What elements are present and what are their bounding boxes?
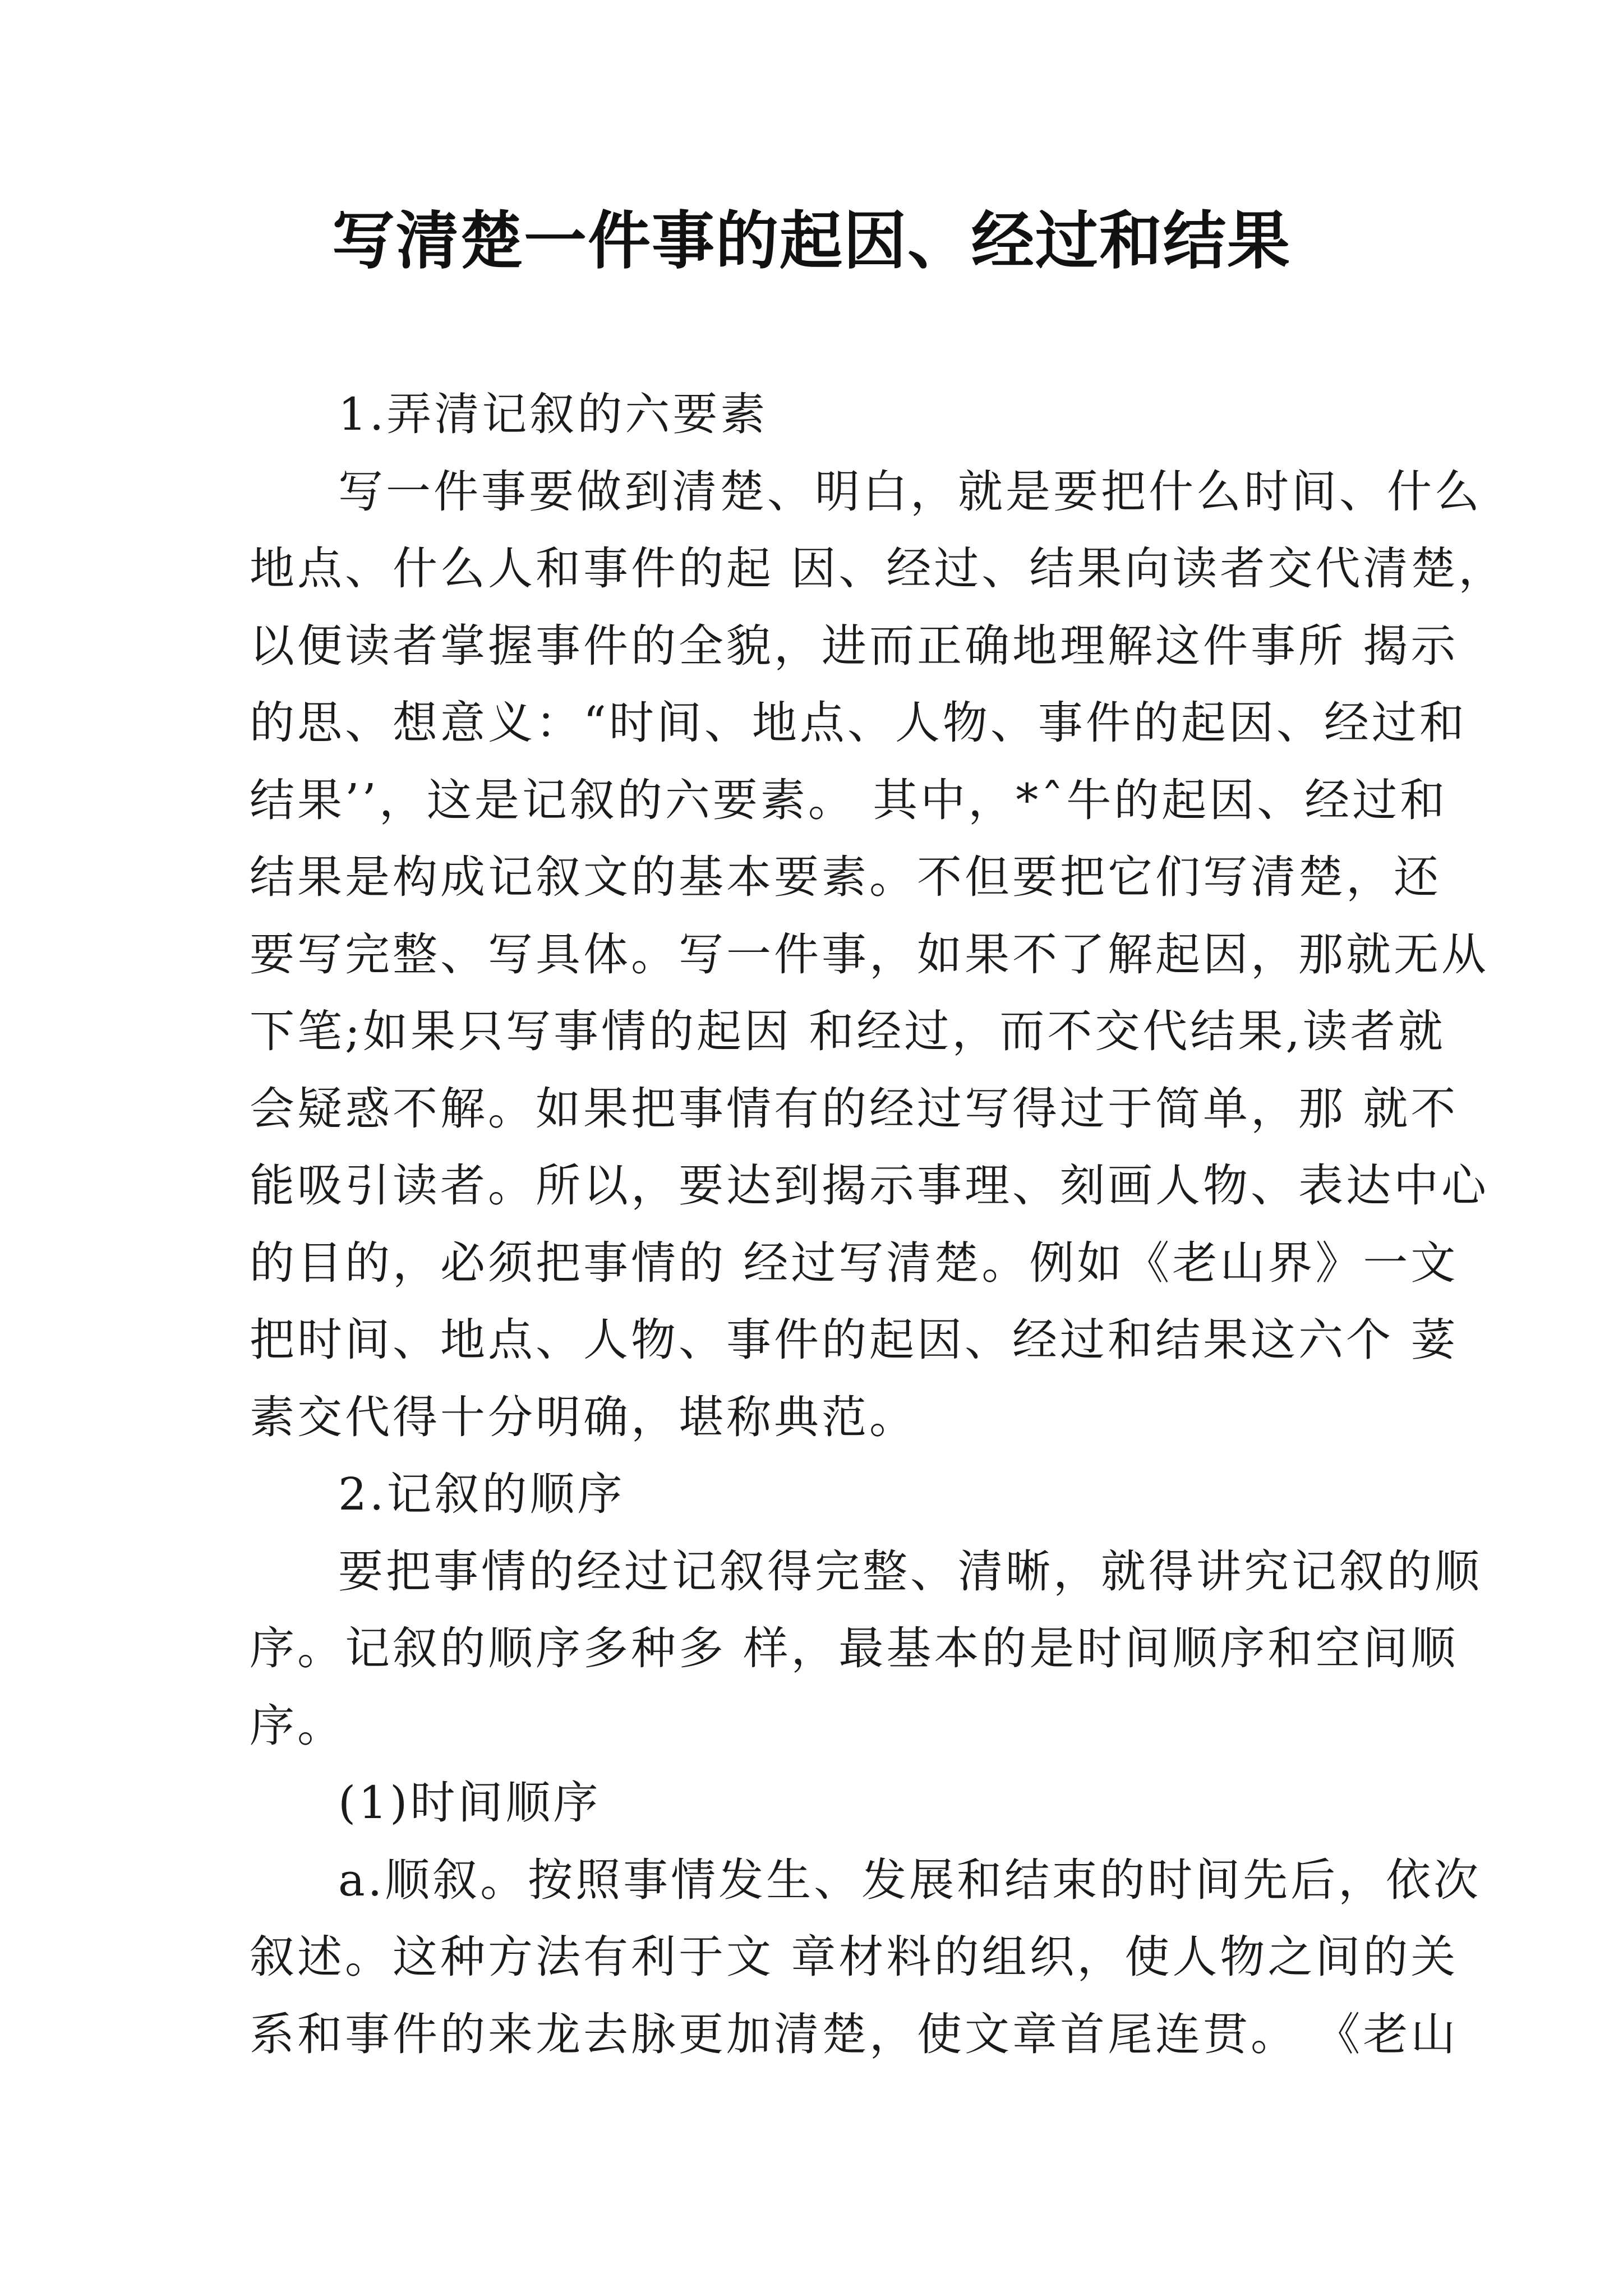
body-text-line: 系和事件的来龙去脉更加清楚，使文章首尾连贯。 《老山	[250, 2008, 1459, 2060]
body-text-line: 要写完整、写具体。写一件事，如果不了解起因，那就无从	[250, 928, 1489, 981]
body-text-line: 下笔;如果只写事情的起因 和经过，而不交代结果,读者就	[250, 1005, 1446, 1057]
body-text-line: 序。记叙的顺序多种多 样，最基本的是时间顺序和空间顺	[250, 1622, 1459, 1674]
body-text-line: 要把事情的经过记叙得完整、清晰，就得讲究记叙的顺	[338, 1545, 1482, 1598]
document-body	[250, 376, 1506, 2073]
body-text-line: (1)时间顺序	[338, 1777, 601, 1829]
body-text-line: 写一件事要做到清楚、明白，就是要把什么时间、什么	[338, 465, 1482, 518]
body-text-line: 地点、什么人和事件的起 因、经过、结果向读者交代清楚，	[250, 542, 1506, 595]
body-text-line: 结果’’，这是记叙的六要素。 其中，*ˆ牛的起因、经过和	[250, 774, 1448, 826]
body-text-line: 叙述。这种方法有利于文 章材料的组织，使人物之间的关	[250, 1931, 1459, 1983]
body-text-line: 的目的，必须把事情的 经过写清楚。例如《老山界》一文	[250, 1236, 1459, 1289]
body-text-line: 序。	[250, 1699, 345, 1752]
body-text-line: 2.记叙的顺序	[338, 1468, 625, 1520]
body-text-line: 以便读者掌握事件的全貌，进而正确地理解这件事所 揭示	[250, 619, 1459, 672]
body-text-line: a.顺叙。按照事情发生、发展和结束的时间先后，依次	[338, 1853, 1482, 1906]
body-text-line: 会疑惑不解。如果把事情有的经过写得过于简单，那 就不	[250, 1082, 1459, 1135]
body-text-line: 素交代得十分明确，堪称典范。	[250, 1391, 917, 1443]
body-text-line: 能吸引读者。所以，要达到揭示事理、刻画人物、表达中心	[250, 1159, 1489, 1212]
body-text-line: 把时间、地点、人物、事件的起因、经过和结果这六个 荽	[250, 1314, 1459, 1366]
body-text-line: 结果是构成记叙文的基本要素。不但要把它们写清楚，还	[250, 851, 1441, 903]
body-text-line: 1.弄清记叙的六要素	[338, 388, 768, 440]
document-title: 写清楚一件事的起因、经过和结果	[332, 204, 1291, 278]
body-text-line: 的思、想意义：“时间、地点、人物、事件的起因、经过和	[250, 697, 1467, 749]
